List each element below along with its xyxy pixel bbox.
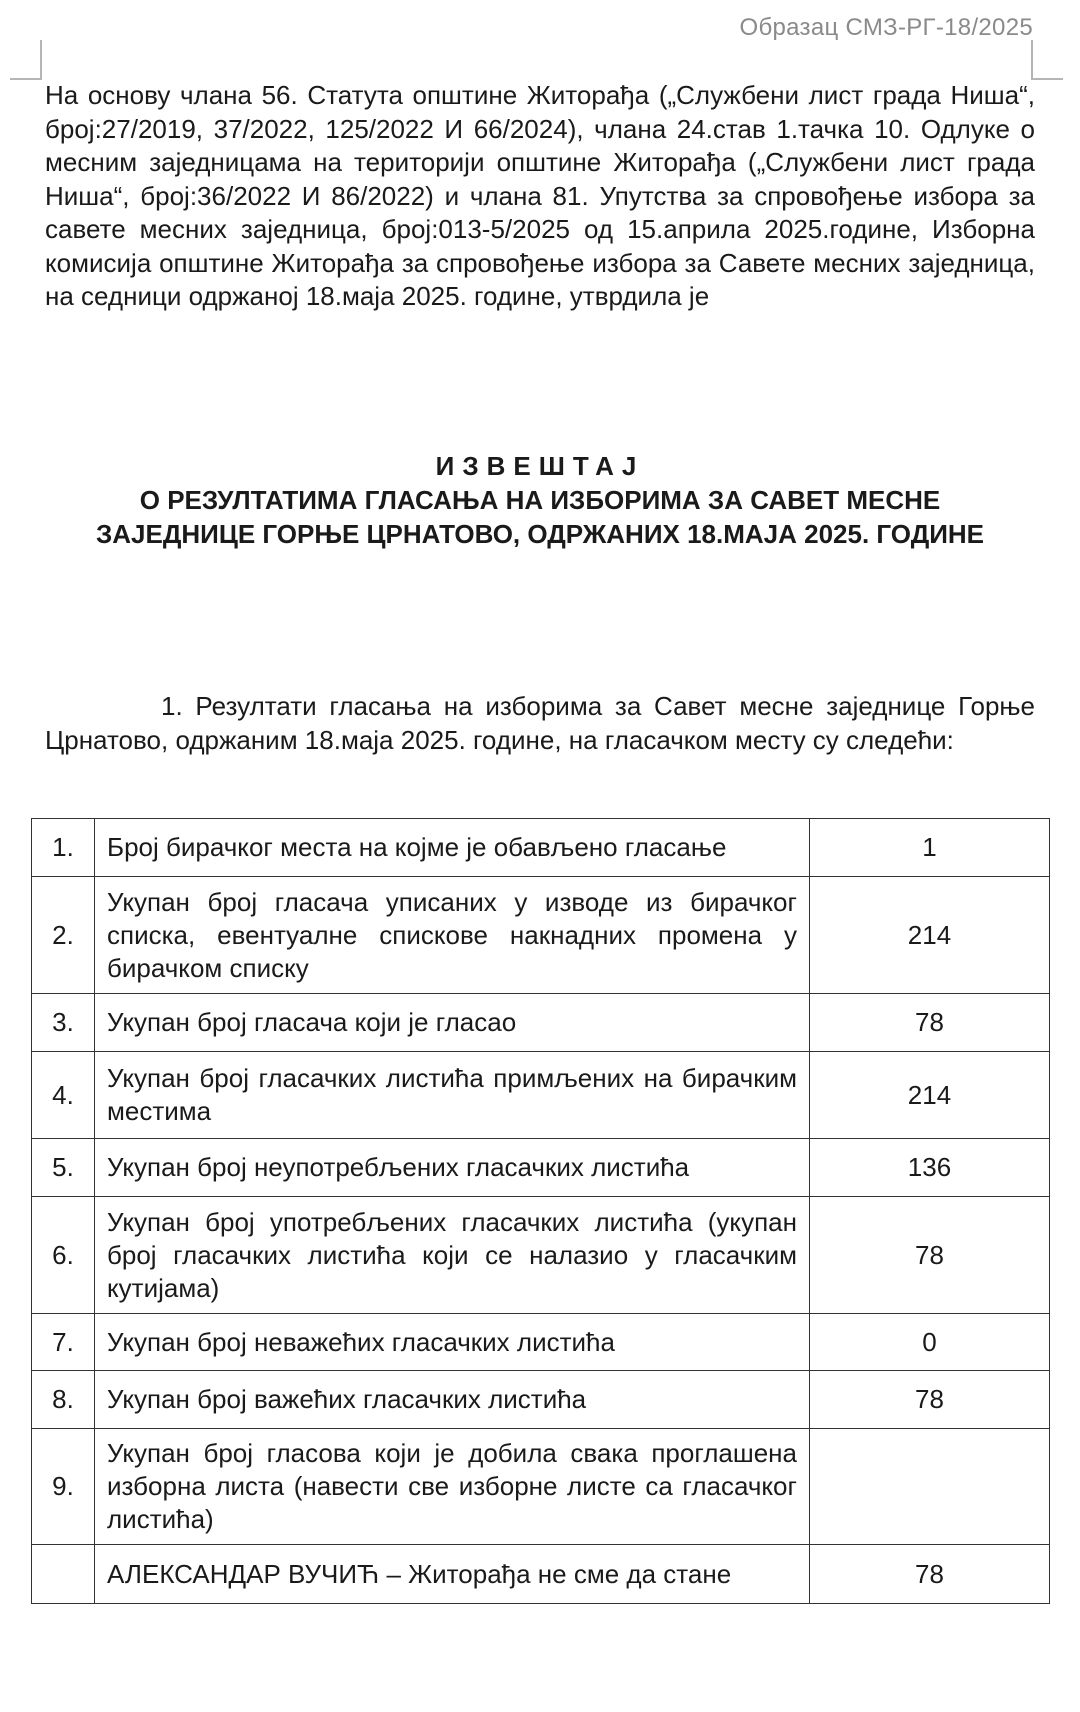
results-table <box>31 818 1050 1604</box>
table-row <box>32 1371 1050 1429</box>
row-description: Укупан број важећих гласачких листића <box>95 1371 810 1429</box>
margin-corner-mark-right <box>1031 40 1063 80</box>
row-number: 7. <box>32 1314 95 1371</box>
title-subtitle-line-2: ЗАЈЕДНИЦЕ ГОРЊЕ ЦРНАТОВО, ОДРЖАНИХ 18.МАЈА 2025. ГОДИНЕ <box>95 519 985 549</box>
row-number: 3. <box>32 994 95 1052</box>
row-value: 78 <box>810 1371 1050 1429</box>
row-value: 78 <box>810 1197 1050 1314</box>
row-number: 5. <box>32 1139 95 1197</box>
table-row <box>32 1197 1050 1314</box>
section-1-paragraph: 1. Резултати гласања на изборима за Савет месне заједнице Горње Црнатово, одржаним 18.маја 2025. године, на гласачком месту су следећи: <box>45 691 1035 755</box>
table-row-electoral-list <box>32 1545 1050 1604</box>
table-row <box>32 1052 1050 1139</box>
table-row <box>32 1429 1050 1545</box>
row-description: Укупан број гласача који је гласао <box>95 994 810 1052</box>
row-description: Укупан број употребљених гласачких листића (укупан број гласачких листића који се налазио у гласачким кутијама) <box>95 1197 810 1314</box>
row-value: 78 <box>810 994 1050 1052</box>
title-subtitle-line-1: О РЕЗУЛТАТИМА ГЛАСАЊА НА ИЗБОРИМА ЗА САВЕТ МЕСНЕ <box>139 485 941 515</box>
table-row <box>32 994 1050 1052</box>
row-description: Број бирачког места на којме је обављено гласање <box>95 819 810 877</box>
title-main: ИЗВЕШТАЈ <box>435 451 645 481</box>
row-description: Укупан број неважећих гласачких листића <box>95 1314 810 1371</box>
row-value <box>810 1429 1050 1545</box>
row-description: Укупан број гласова који је добила свака проглашена изборна листа (навести све изборне листе са гласачког листића) <box>95 1429 810 1545</box>
intro-paragraph: На основу члана 56. Статута општине Житорађа („Службени лист града Ниша“, број:27/2019, 37/2022, 125/2022 И 66/2024), члана 24.став 1.тачка 10. Одлуке о месним заједницама на територији општине Житорађа („Службени лист града Ниша“, број:36/2022 И 86/2022) и члана 81. Упутства за спровођење избора за савете месних заједница, број:013-5/2025 од 15.априла 2025.године, Изборна комисија општине Житорађа за спровођење избора за Савете месних заједница, на седници одржаној 18.маја 2025. године, утврдила је <box>45 80 1035 311</box>
table-row <box>32 1314 1050 1371</box>
row-description: АЛЕКСАНДАР ВУЧИЋ – Житорађа не сме да стане <box>95 1545 810 1604</box>
row-value: 214 <box>810 877 1050 994</box>
row-description: Укупан број неупотребљених гласачких листића <box>95 1139 810 1197</box>
row-number: 4. <box>32 1052 95 1139</box>
margin-corner-mark-left <box>10 40 42 80</box>
row-value: 1 <box>810 819 1050 877</box>
row-description: Укупан број гласача уписаних у изводе из бирачког списка, евентуалне спискове накнадних промена у бирачком списку <box>95 877 810 994</box>
row-number: 9. <box>32 1429 95 1545</box>
row-number: 8. <box>32 1371 95 1429</box>
row-description: Укупан број гласачких листића примљених на бирачким местима <box>95 1052 810 1139</box>
row-number: 6. <box>32 1197 95 1314</box>
row-number: 1. <box>32 819 95 877</box>
document-title <box>30 449 1050 551</box>
row-value: 214 <box>810 1052 1050 1139</box>
row-number <box>32 1545 95 1604</box>
row-value: 136 <box>810 1139 1050 1197</box>
row-value: 78 <box>810 1545 1050 1604</box>
table-row <box>32 1139 1050 1197</box>
row-number: 2. <box>32 877 95 994</box>
table-row <box>32 819 1050 877</box>
form-code: Образац СМЗ-РГ-18/2025 <box>739 14 1033 41</box>
row-value: 0 <box>810 1314 1050 1371</box>
table-row <box>32 877 1050 994</box>
